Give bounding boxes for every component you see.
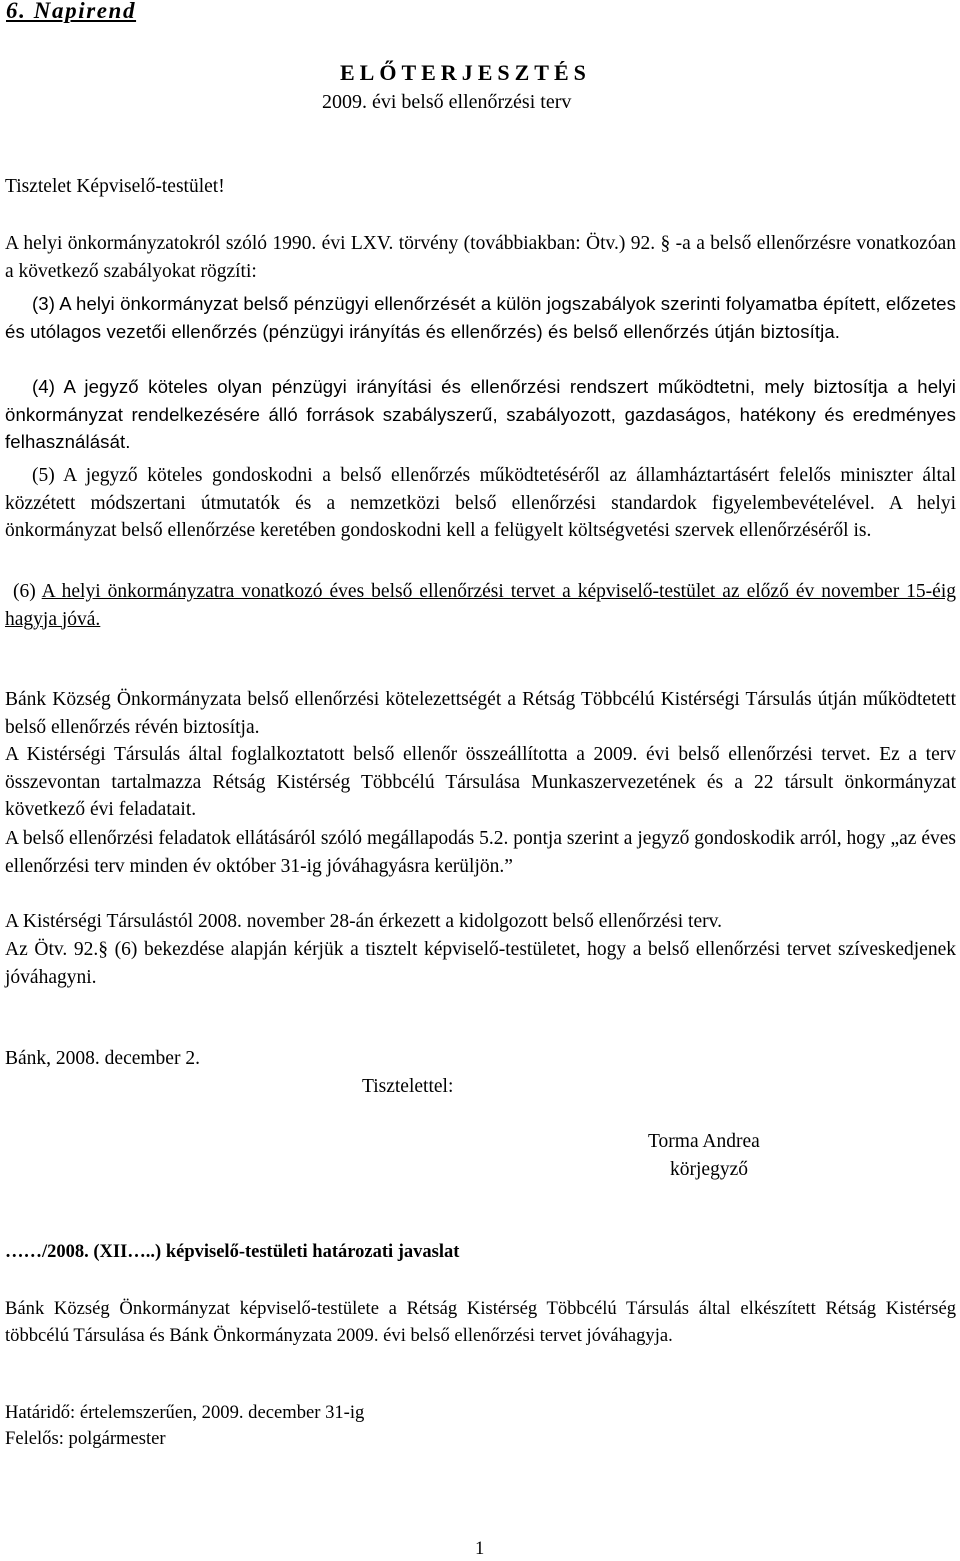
responsible-person: Felelős: polgármester (5, 1428, 166, 1449)
body-paragraph-5: Az Ötv. 92.§ (6) bekezdése alapján kérjük a tisztelt képviselő-testületet, hogy a belső ellenőrzési tervet szíveskedjenek jóváhagyni. (5, 939, 956, 988)
signer-name: Torma Andrea (648, 1131, 760, 1152)
paragraph-6-prefix: (6) (13, 581, 42, 602)
paragraph-6 (5, 578, 956, 633)
body-paragraph-2: A Kistérségi Társulás által foglalkoztatott belső ellenőr összeállította a 2009. évi belső ellenőrzési tervet. Ez a terv összevontan tartalmazza Rétság Kistérség Többcélú Társulása Munkaszervezetének és a 22 társult önkormányzat következő évi feladatait. (5, 744, 956, 820)
section-heading: 6. Napirend (6, 0, 137, 23)
paragraph-6-rule: A helyi önkormányzatra vonatkozó éves belső ellenőrzési tervet a képviselő-testület az előző év november 15-éig hagyja jóvá. (5, 581, 956, 630)
paragraph-5: (5) A jegyző köteles gondoskodni a belső ellenőrzés működtetéséről az államháztartásért felelős miniszter által közzétett módszertani útmutatók és a nemzetközi belső ellenőrzési standardok figyelembevételével. A helyi önkormányzat belső ellenőrzése keretében gondoskodni kell a felügyelt költségvetési szervek ellenőrzéséről is. (5, 465, 956, 541)
signer-title: körjegyző (670, 1159, 748, 1180)
paragraph-4: (4) A jegyző köteles olyan pénzügyi irányítási és ellenőrzési rendszert működtetni, mely biztosítja a helyi önkormányzat rendelkezésére álló források szabályszerű, szabályozott, gazdaságos, hatékony és eredményes felhasználását. (5, 376, 956, 452)
document-subtitle: 2009. évi belső ellenőrzési terv (322, 91, 572, 113)
closing-greeting: Tisztelettel: (362, 1076, 454, 1097)
page-number: 1 (475, 1538, 485, 1559)
place-and-date: Bánk, 2008. december 2. (5, 1048, 200, 1069)
body-paragraph-4: A Kistérségi Társulástól 2008. november 28-án érkezett a kidolgozott belső ellenőrzési terv. (5, 911, 722, 932)
body-paragraph-1: Bánk Község Önkormányzata belső ellenőrzési kötelezettségét a Rétság Többcélú Kistérségi Társulás útján működtetett belső ellenőrzés révén biztosítja. (5, 689, 956, 738)
salutation: Tisztelet Képviselő-testület! (5, 176, 225, 197)
paragraph-3: (3) A helyi önkormányzat belső pénzügyi ellenőrzését a külön jogszabályok szerinti folyamatba épített, előzetes és utólagos vezetői ellenőrzés (pénzügyi irányítás és ellenőrzés) és belső ellenőrzés útján biztosítja. (5, 293, 956, 342)
body-paragraph-3: A belső ellenőrzési feladatok ellátásáról szóló megállapodás 5.2. pontja szerint a jegyző gondoskodik arról, hogy „az éves ellenőrzési terv minden év október 31-ig jóváhagyásra kerüljön.” (5, 828, 956, 877)
deadline: Határidő: értelemszerűen, 2009. december 31-ig (5, 1402, 365, 1423)
resolution-title: ……/2008. (XII…..) képviselő-testületi határozati javaslat (5, 1242, 460, 1262)
law-intro: A helyi önkormányzatokról szóló 1990. évi LXV. törvény (továbbiakban: Ötv.) 92. § -a a belső ellenőrzésre vonatkozóan a következő szabályokat rögzíti: (5, 233, 956, 282)
resolution-text: Bánk Község Önkormányzat képviselő-testülete a Rétság Kistérség Többcélú Társulás által elkészített Rétság Kistérség többcélú Társulása és Bánk Önkormányzata 2009. évi belső ellenőrzési tervet jóváhagyja. (5, 1298, 956, 1346)
document-title: ELŐTERJESZTÉS (340, 60, 591, 85)
